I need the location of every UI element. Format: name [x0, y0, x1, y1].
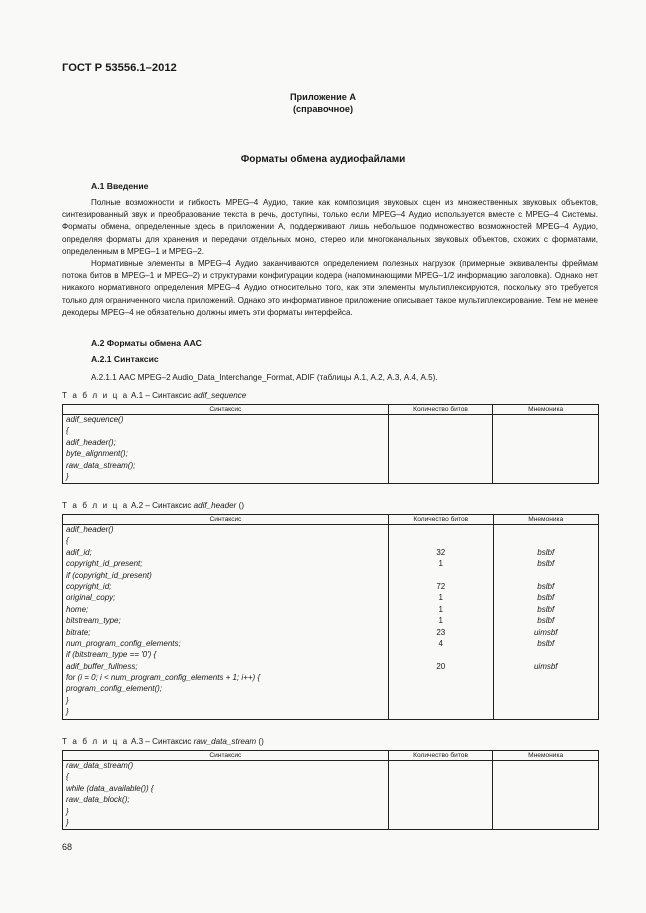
mnemonic-cell [493, 696, 598, 707]
bits-cell: 1 [389, 593, 493, 604]
section-a21-heading: А.2.1 Синтаксис [91, 354, 159, 364]
bits-cell: 1 [389, 605, 493, 616]
table-a3 [62, 750, 599, 830]
main-title: Форматы обмена аудиофайлами [240, 154, 406, 165]
bits-cell [388, 795, 493, 806]
header-bits: Количество битов [388, 405, 493, 415]
caption-function: raw_data_stream [193, 737, 257, 746]
mnemonic-cell [493, 449, 599, 460]
bits-cell [388, 426, 493, 437]
syntax-cell: } [63, 472, 389, 484]
bits-cell [389, 673, 493, 684]
mnemonic-cell: bslbf [493, 593, 598, 604]
standard-number: ГОСТ Р 53556.1–2012 [62, 62, 177, 74]
table-row [63, 684, 599, 695]
syntax-cell: copyright_id_present; [63, 559, 389, 570]
paragraph-2: Нормативные элементы в MPEG–4 Аудио заканчиваются определением полезных нагрузок (примерные эквиваленты фреймам потока битов в MPEG–1 и MPEG–2) и структурами конфигурации кодера (напоминающими MPEG–1/2 информацию заголовка). Однако нет никакого нормативного определения MPEG–4 Аудио относительно того, как эти элементы мультиплексируются, поскольку это требуется только для ограниченного числа приложений. Однако это информативное приложение описывает такое мультиплексирование. Тем не менее декодеры MPEG–4 не обязательно должны иметь эти форматы интерфейса. [62, 259, 598, 317]
bits-cell [388, 761, 493, 773]
syntax-cell: byte_alignment(); [63, 449, 389, 460]
mnemonic-cell: bslbf [493, 639, 598, 650]
syntax-cell: raw_data_stream(); [63, 461, 389, 472]
appendix-title: Приложение А [289, 92, 357, 102]
header-bits: Количество битов [388, 751, 493, 761]
syntax-cell: num_program_config_elements; [63, 639, 389, 650]
bits-cell [388, 784, 493, 795]
mnemonic-cell [493, 684, 598, 695]
table-row [63, 650, 599, 661]
table-row [63, 807, 599, 818]
bits-cell [389, 536, 493, 547]
header-mnemonic: Мнемоника [493, 515, 598, 525]
bits-cell: 1 [389, 616, 493, 627]
mnemonic-cell [493, 650, 598, 661]
caption-prefix: Т а б л и ц а [62, 391, 129, 400]
syntax-cell: copyright_id; [63, 582, 389, 593]
appendix-subtitle: (справочное) [292, 104, 353, 114]
table-row [63, 761, 599, 773]
mnemonic-cell: bslbf [493, 559, 598, 570]
syntax-cell: program_config_element(); [63, 684, 389, 695]
mnemonic-cell [493, 461, 599, 472]
syntax-cell: adif_sequence() [63, 415, 389, 427]
bits-cell [389, 707, 493, 719]
table-row [63, 696, 599, 707]
table-row [63, 593, 599, 604]
table-row [63, 639, 599, 650]
table-row [63, 605, 599, 616]
bits-cell [389, 571, 493, 582]
mnemonic-cell [493, 772, 599, 783]
syntax-cell: } [63, 696, 389, 707]
mnemonic-cell: bslbf [493, 582, 598, 593]
syntax-cell: while (data_available()) { [63, 784, 389, 795]
table-a3-caption [62, 737, 264, 746]
syntax-cell: } [63, 707, 389, 719]
bits-cell: 1 [389, 559, 493, 570]
syntax-cell: raw_data_stream() [63, 761, 389, 773]
syntax-cell: home; [63, 605, 389, 616]
table-row [63, 662, 599, 673]
mnemonic-cell [493, 571, 598, 582]
syntax-cell: adif_buffer_fullness; [63, 662, 389, 673]
syntax-cell: for (i = 0; i < num_program_config_elements + 1; i++) { [63, 673, 389, 684]
section-a1-text [62, 197, 598, 319]
mnemonic-cell [493, 807, 599, 818]
caption-tail: () [236, 501, 245, 510]
section-a1-heading: А.1 Введение [91, 181, 149, 191]
table-row [63, 525, 599, 537]
mnemonic-cell [493, 438, 599, 449]
caption-prefix: Т а б л и ц а [62, 501, 129, 510]
mnemonic-cell [493, 525, 598, 537]
bits-cell [388, 472, 493, 484]
bits-cell [388, 415, 493, 427]
header-syntax: Синтаксис [63, 515, 389, 525]
mnemonic-cell: uimsbf [493, 628, 598, 639]
header-mnemonic: Мнемоника [493, 405, 599, 415]
bits-cell [389, 696, 493, 707]
mnemonic-cell: bslbf [493, 616, 598, 627]
mnemonic-cell [493, 415, 599, 427]
syntax-cell: adif_header(); [63, 438, 389, 449]
table-row [63, 415, 599, 427]
bits-cell: 4 [389, 639, 493, 650]
bits-cell: 72 [389, 582, 493, 593]
mnemonic-cell [493, 472, 599, 484]
table-row [63, 707, 599, 719]
section-a2-heading: А.2 Форматы обмена ААС [91, 338, 202, 348]
caption-text: А.1 – Синтаксис [131, 391, 194, 400]
caption-prefix: Т а б л и ц а [62, 737, 129, 746]
syntax-cell: } [63, 818, 389, 830]
syntax-cell: if (copyright_id_present) [63, 571, 389, 582]
table-row [63, 559, 599, 570]
caption-tail: () [256, 737, 264, 746]
syntax-cell: bitrate; [63, 628, 389, 639]
table-row [63, 784, 599, 795]
mnemonic-cell: bslbf [493, 548, 598, 559]
table-row [63, 772, 599, 783]
syntax-cell: } [63, 807, 389, 818]
syntax-cell: { [63, 536, 389, 547]
bits-cell [388, 807, 493, 818]
mnemonic-cell: uimsbf [493, 662, 598, 673]
paragraph-1: Полные возможности и гибкость MPEG–4 Аудио, такие как композиция звуковых сцен из множественных звуковых объектов, синтезированный звук и преобразование текста в речь, доступны, только если MPEG–4 Аудио используется вместе с MPEG–4 Системы. Форматы обмена, определенные здесь в приложении А, поддерживают лишь небольшое подмножество возможностей MPEG–4 Аудио, определяя форматы для хранения и передачи отдельных моно, стерео или многоканальных звуковых объектов, схожих с форматами, определенным в MPEG–1 и MPEG–2. [62, 198, 598, 256]
table-row [63, 438, 599, 449]
syntax-cell: adif_id; [63, 548, 389, 559]
table-row [63, 461, 599, 472]
syntax-cell: bitstream_type; [63, 616, 389, 627]
bits-cell [388, 461, 493, 472]
bits-cell [389, 684, 493, 695]
bits-cell: 20 [389, 662, 493, 673]
bits-cell [388, 772, 493, 783]
clause-a211: А.2.1.1 AAC MPEG–2 Audio_Data_Interchange_Format, ADIF (таблицы А.1, А.2, А.3, А.4, А.5). [91, 373, 438, 382]
table-row [63, 628, 599, 639]
syntax-cell: { [63, 772, 389, 783]
bits-cell [388, 449, 493, 460]
mnemonic-cell [493, 818, 599, 830]
table-a1 [62, 404, 599, 484]
table-row [63, 472, 599, 484]
syntax-cell: original_copy; [63, 593, 389, 604]
table-row [63, 426, 599, 437]
mnemonic-cell [493, 673, 598, 684]
syntax-cell: { [63, 426, 389, 437]
table-a1-caption [62, 391, 246, 400]
mnemonic-cell [493, 784, 599, 795]
mnemonic-cell [493, 795, 599, 806]
bits-cell [388, 438, 493, 449]
table-a2-caption [62, 501, 244, 510]
table-row [63, 449, 599, 460]
caption-text: А.3 – Синтаксис [131, 737, 194, 746]
syntax-cell: if (bitstream_type == '0') { [63, 650, 389, 661]
caption-function: adif_sequence [193, 391, 247, 400]
bits-cell [389, 525, 493, 537]
page-number: 68 [62, 842, 73, 852]
mnemonic-cell [493, 536, 598, 547]
header-mnemonic: Мнемоника [493, 751, 599, 761]
mnemonic-cell [493, 707, 598, 719]
mnemonic-cell: bslbf [493, 605, 598, 616]
table-row [63, 818, 599, 830]
table-row [63, 536, 599, 547]
table-row [63, 548, 599, 559]
table-row [63, 582, 599, 593]
mnemonic-cell [493, 761, 599, 773]
caption-function: adif_header [193, 501, 237, 510]
table-a2 [62, 514, 599, 720]
caption-text: А.2 – Синтаксис [131, 501, 194, 510]
header-syntax: Синтаксис [63, 405, 389, 415]
table-row [63, 571, 599, 582]
syntax-cell: raw_data_block(); [63, 795, 389, 806]
bits-cell: 32 [389, 548, 493, 559]
bits-cell: 23 [389, 628, 493, 639]
bits-cell [388, 818, 493, 830]
table-row [63, 795, 599, 806]
mnemonic-cell [493, 426, 599, 437]
table-row [63, 673, 599, 684]
bits-cell [389, 650, 493, 661]
header-syntax: Синтаксис [63, 751, 389, 761]
syntax-cell: adif_header() [63, 525, 389, 537]
header-bits: Количество битов [389, 515, 493, 525]
table-row [63, 616, 599, 627]
